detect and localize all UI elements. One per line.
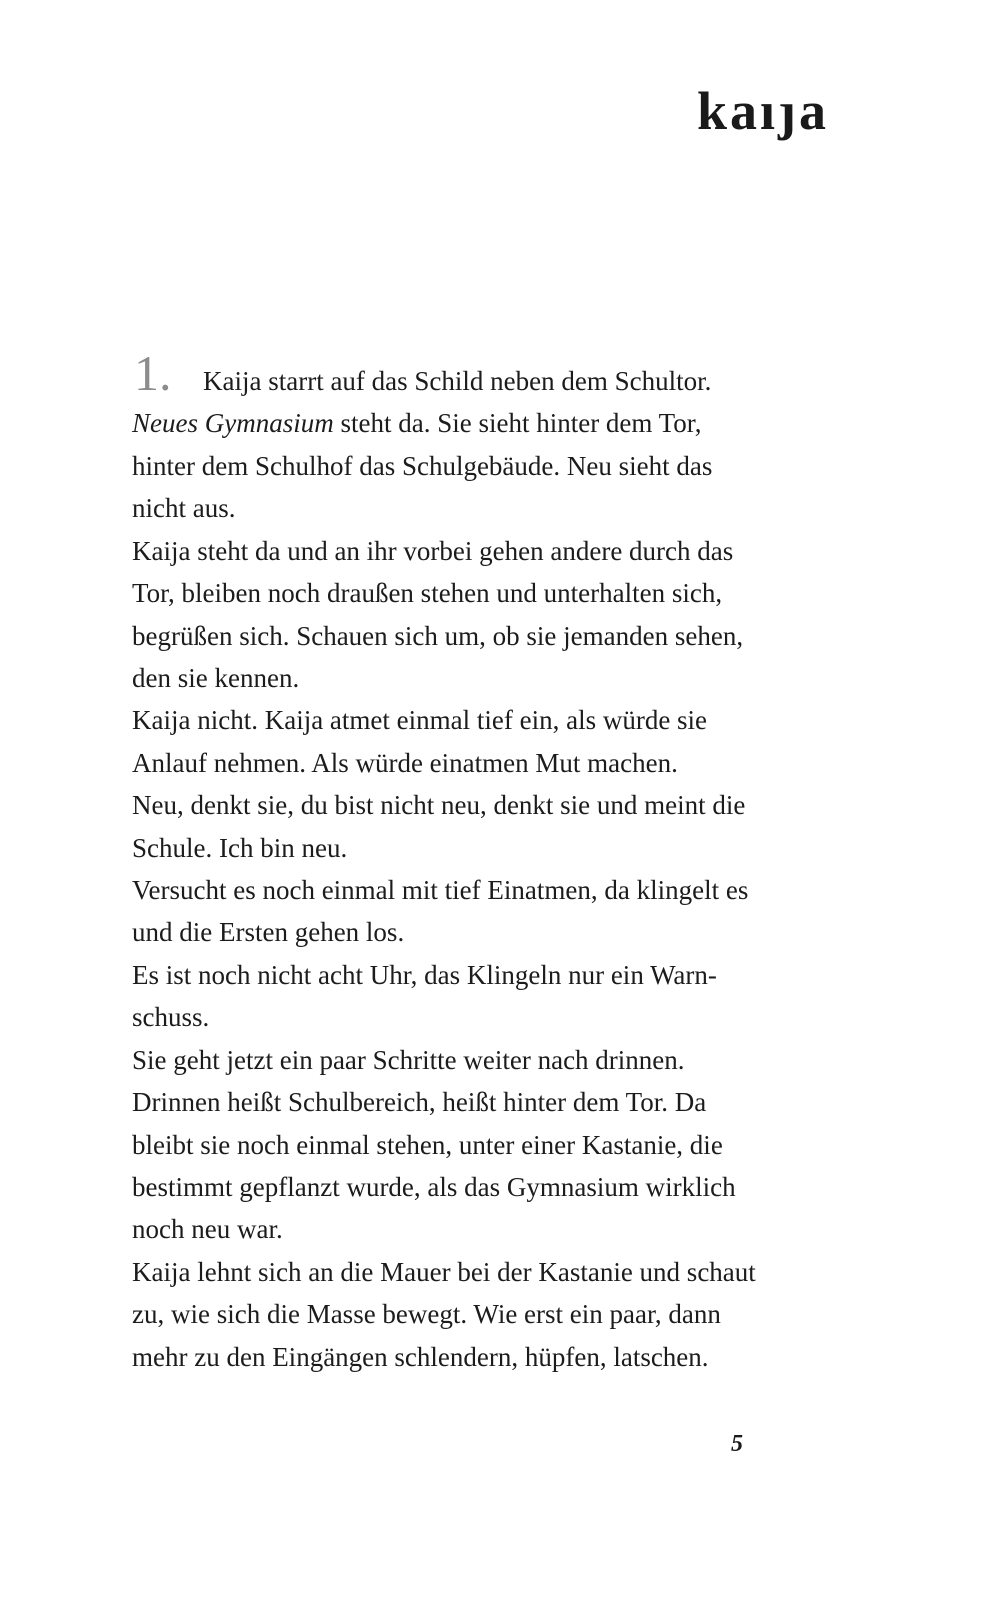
chapter-title: kaıȷa: [696, 81, 829, 141]
text-line: und die Ersten gehen los.: [132, 917, 405, 948]
text-line: Kaija nicht. Kaija atmet einmal tief ein, als würde sie: [132, 705, 708, 736]
text-line: [132, 402, 852, 444]
text-line: hinter dem Schulhof das Schulgebäude. Neu sieht das: [132, 450, 713, 481]
text-line: zu, wie sich die Masse bewegt. Wie erst ein paar, dann: [132, 1299, 721, 1330]
text-line: mehr zu den Eingängen schlendern, hüpfen, latschen.: [132, 1341, 709, 1372]
text-line: Versucht es noch einmal mit tief Einatmen, da klingelt es: [132, 875, 749, 906]
text-line: bleibt sie noch einmal stehen, unter einer Kastanie, die: [132, 1129, 723, 1160]
text-line: nicht aus.: [132, 493, 236, 524]
text-line: Neu, denkt sie, du bist nicht neu, denkt sie und meint die: [132, 790, 746, 821]
text-line-rest: steht da. Sie sieht hinter dem Tor,: [333, 408, 702, 439]
page-number: 5: [731, 1431, 743, 1457]
text-line: Sie geht jetzt ein paar Schritte weiter nach drinnen.: [132, 1044, 685, 1075]
text-line: Kaija starrt auf das Schild neben dem Schultor.: [203, 366, 712, 396]
text-line: Drinnen heißt Schulbereich, heißt hinter dem Tor. Da: [132, 1087, 707, 1118]
text-line: Kaija steht da und an ihr vorbei gehen andere durch das: [132, 535, 734, 566]
body-text: [132, 360, 852, 1378]
italic-title: Neues Gymnasium: [132, 408, 334, 439]
text-line: Kaija lehnt sich an die Mauer bei der Kastanie und schaut: [132, 1256, 756, 1287]
text-line: schuss.: [132, 1002, 210, 1033]
text-line: noch neu war.: [132, 1214, 283, 1245]
text-line: Tor, bleiben noch draußen stehen und unterhalten sich,: [132, 578, 723, 609]
text-line: bestimmt gepflanzt wurde, als das Gymnasium wirklich: [132, 1172, 736, 1203]
text-line: Es ist noch nicht acht Uhr, das Klingeln nur ein Warn-: [132, 959, 717, 990]
chapter-number: 1.: [134, 345, 172, 401]
text-line: Schule. Ich bin neu.: [132, 832, 348, 863]
text-line: Anlauf nehmen. Als würde einatmen Mut machen.: [132, 747, 678, 778]
text-line: den sie kennen.: [132, 662, 300, 693]
text-line: begrüßen sich. Schauen sich um, ob sie jemanden sehen,: [132, 620, 744, 651]
